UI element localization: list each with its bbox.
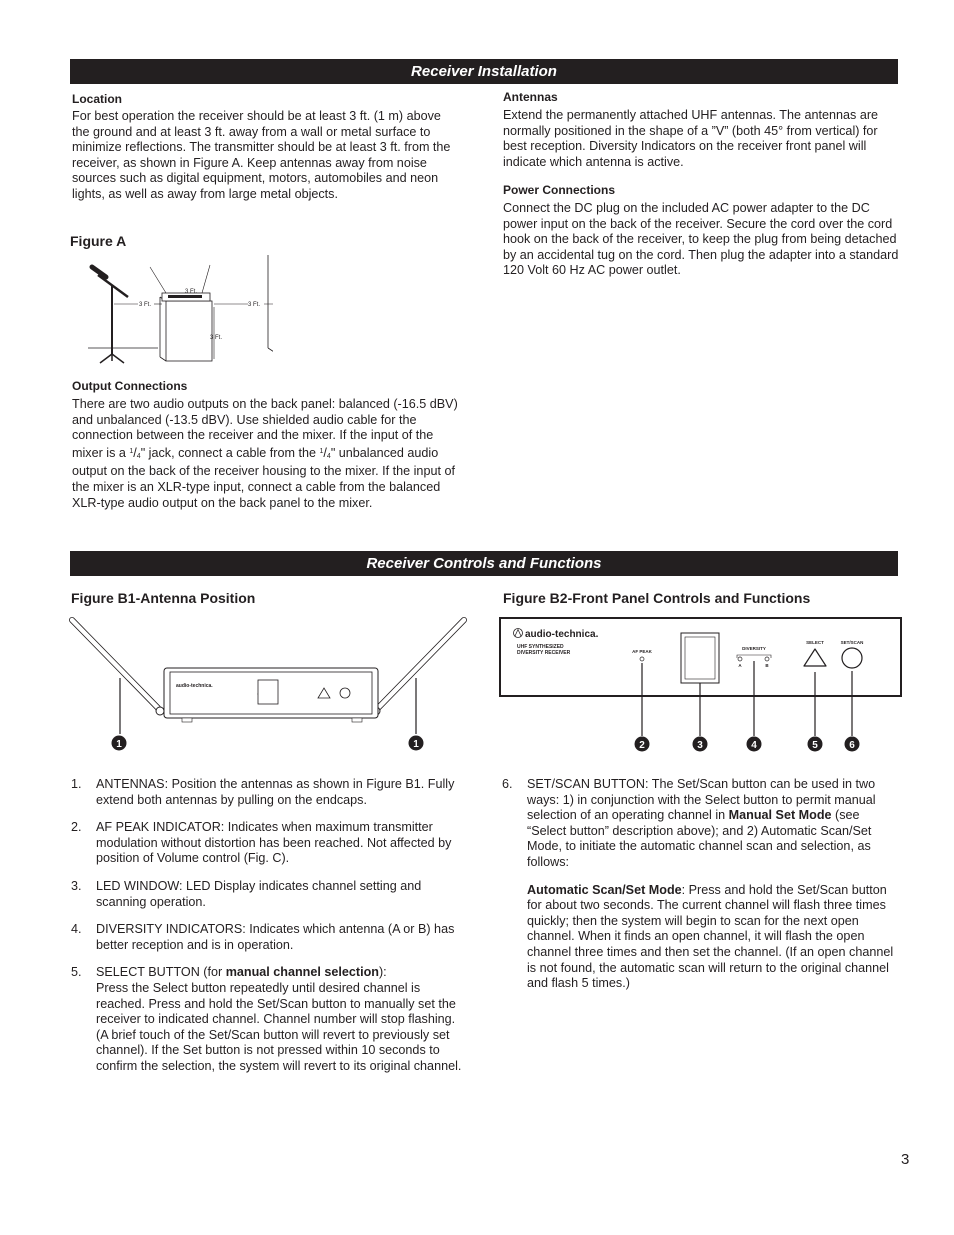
svg-text:2: 2 <box>639 740 645 751</box>
figure-b2-diagram <box>498 616 904 756</box>
figure-b1-label: Figure B1-Antenna Position <box>71 590 256 606</box>
heading-location: Location <box>72 92 122 106</box>
svg-text:6: 6 <box>849 740 855 751</box>
svg-text:audio-technica.: audio-technica. <box>525 629 599 640</box>
paragraph-output-connections: There are two audio outputs on the back panel: balanced (-16.5 dBV) and unbalanced (-13.5 dBV). Use shielded audio cable for the connection between the receiver and the mixer. If the input of the mixer is a $^1/_4$" jack, connect a cable from the $^1/_4$" unbalanced audio output on the back of the receiver housing to the mixer. If the input of the mixer is an XLR-type input, connect a cable from the balanced XLR-type audio output on the back panel to the mixer. <box>72 397 458 510</box>
svg-text:3 Ft.: 3 Ft. <box>248 302 261 308</box>
figure-a-diagram <box>88 255 273 370</box>
heading-antennas: Antennas <box>503 90 558 104</box>
figure-a-label: Figure A <box>70 233 127 249</box>
list-item: 6. SET/SCAN BUTTON: The Set/Scan button can be used in two ways: 1) in conjunction with the Select button to permit manual selection of an operating channel in Manual Set Mode (see “Select button” description above); and 2) Automatic Scan/Set Mode, to initiate the automatic channel scan and selection, as follows: Automatic Scan/Set Mode: Press and hold the Set/Scan button for about two seconds. The current channel will flash three times quickly; then the system will begin to scan for the next open channel. When it finds an open channel, it will flash the open channel three times and then set the channel. (If an open channel is not found, the automatic scan will return to the original channel and flash 5 times.) <box>502 777 902 992</box>
svg-text:1: 1 <box>116 739 122 750</box>
svg-text:AF PEAK: AF PEAK <box>632 649 652 654</box>
paragraph-antennas: Extend the permanently attached UHF antennas. The antennas are normally positioned in the shape of a ”V” (both 45° from vertical) for best reception. Diversity Indicators on the receiver front panel will indicate which antenna is active. <box>503 108 879 169</box>
left-antenna-icon <box>72 620 164 715</box>
figure-b1-diagram <box>66 612 470 758</box>
paragraph-location: For best operation the receiver should be at least 3 ft. (1 m) above the ground and at least 3 ft. away from a wall or metal surface to minimize reflections. The transmitter should be at least 3 ft. from the receiver, as shown in Figure A. Keep antennas away from noise sources such as digital equipment, motors, automobiles and neon lights, as well as away from large metal objects. <box>72 109 451 201</box>
set-scan-button-icon <box>842 648 862 668</box>
svg-text:SELECT: SELECT <box>806 640 824 645</box>
controls-list-right <box>502 777 902 1004</box>
list-item: 5. SELECT BUTTON (for manual channel selection): Press the Select button repeatedly until desired channel is reached. Press and hold the Set/Scan button to manually set the receiver to indicated channel. Channel number will stop flashing. (A brief touch of the Set/Scan button will revert to previously set channel). If the Set button is not pressed within 10 seconds to confirm the selection, the system will revert to its original channel. <box>71 965 462 1073</box>
svg-text:DIVERSITY RECEIVER: DIVERSITY RECEIVER <box>517 650 571 656</box>
svg-text:DIVERSITY: DIVERSITY <box>742 646 766 651</box>
svg-text:3 Ft.: 3 Ft. <box>185 289 198 295</box>
section-banner-receiver-controls: Receiver Controls and Functions <box>70 551 898 576</box>
right-antenna-icon <box>372 620 464 715</box>
svg-text:3 Ft.: 3 Ft. <box>139 302 152 308</box>
svg-text:B: B <box>765 663 769 668</box>
svg-text:4: 4 <box>751 740 757 751</box>
svg-text:UHF SYNTHESIZED: UHF SYNTHESIZED <box>517 644 564 650</box>
heading-output-connections: Output Connections <box>72 379 188 393</box>
list-item: 2. AF PEAK INDICATOR: Indicates when maximum transmitter modulation without distortion has been reached. Not affected by position of Volume control (Fig. C). <box>71 820 452 866</box>
automatic-scan-paragraph: Automatic Scan/Set Mode: Press and hold the Set/Scan button for about two seconds. The current channel will flash three times quickly; then the system will begin to scan for the next open channel. When it finds an open channel, it will flash the open channel three times and then set the channel. (If an open channel is not found, the automatic scan will return to the original channel and flash 5 times.) <box>527 882 894 991</box>
svg-text:5: 5 <box>812 740 818 751</box>
heading-power-connections: Power Connections <box>503 183 616 197</box>
list-item: 4. DIVERSITY INDICATORS: Indicates which antenna (A or B) has better reception and is in operation. <box>71 922 455 952</box>
controls-list-left <box>71 777 466 1087</box>
svg-text:A: A <box>738 663 742 668</box>
list-item: 3. LED WINDOW: LED Display indicates channel setting and scanning operation. <box>71 878 422 909</box>
svg-text:audio-technica.: audio-technica. <box>176 683 213 689</box>
page-number: 3 <box>901 1151 910 1168</box>
paragraph-power-connections: Connect the DC plug on the included AC power adapter to the DC power input on the back of the receiver. Secure the cord over the cord hook on the back of the receiver, to keep the plug from being detached by an accidental tug on the cord. Then plug the adapter into a standard 120 Volt 60 Hz AC power outlet. <box>503 201 899 278</box>
svg-text:3 Ft.: 3 Ft. <box>210 335 223 341</box>
svg-text:SET/SCAN: SET/SCAN <box>840 640 864 645</box>
svg-text:1: 1 <box>413 739 419 750</box>
figure-b2-label: Figure B2-Front Panel Controls and Functions <box>503 590 811 606</box>
led-window-icon <box>681 633 719 683</box>
section-banner-receiver-installation: Receiver Installation <box>70 59 898 84</box>
svg-text:3: 3 <box>697 740 703 751</box>
list-item: 1. ANTENNAS: Position the antennas as shown in Figure B1. Fully extend both antennas by pulling on the endcaps. <box>71 777 455 807</box>
